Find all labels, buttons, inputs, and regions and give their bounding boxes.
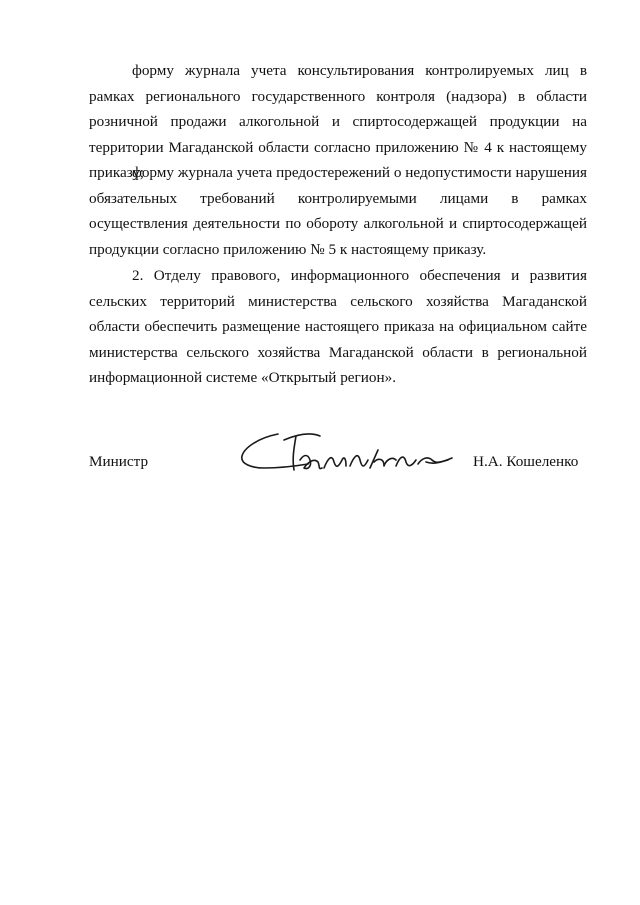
paragraph-appendix-4: форму журнала учета консультирования контролируемых лиц в рамках регионального государственного контроля (надзора) в области розничной продажи алкогольной и спиртосодержащей продукции на территории Магаданской области согласно приложению № 4 к настоящему приказу; xyxy=(89,62,587,182)
signatory-name: Н.А. Кошеленко xyxy=(473,453,579,470)
handwritten-signature xyxy=(238,424,456,484)
paragraph-clause-2: 2. Отделу правового, информационного обеспечения и развития сельских территорий министерства сельского хозяйства Магаданской области обеспечить размещение настоящего приказа на официальном сайте министерства сельского хозяйства Магаданской области в региональной информационной системе «Открытый регион». xyxy=(89,267,587,387)
signatory-role: Министр xyxy=(89,453,149,470)
paragraph-appendix-5: форму журнала учета предостережений о недопустимости нарушения обязательных требований контролируемыми лицами в рамках осуществления деятельности по обороту алкогольной и спиртосодержащей продукции согласно приложению № 5 к настоящему приказу. xyxy=(89,164,587,258)
